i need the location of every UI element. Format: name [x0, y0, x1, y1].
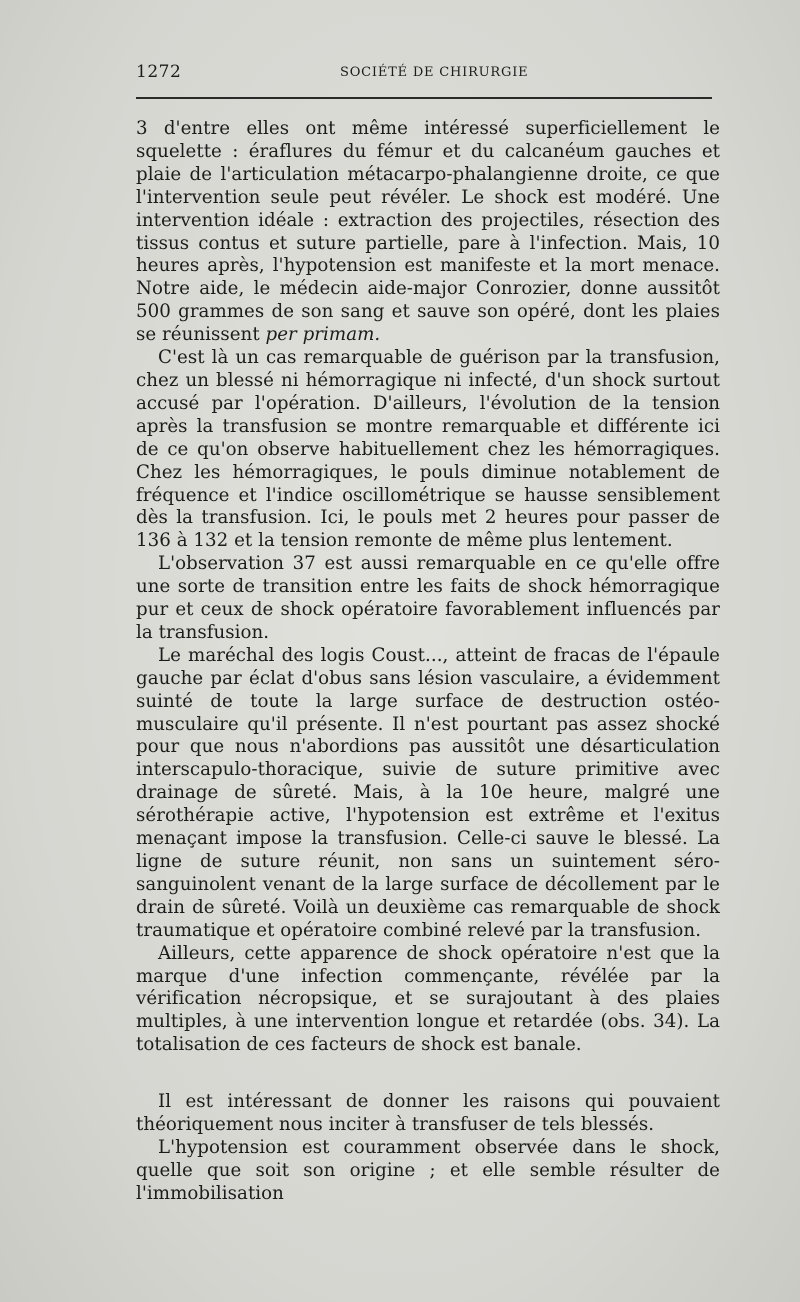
- latin-phrase: per primam.: [265, 324, 381, 346]
- paragraph-5: Ailleurs, cette apparence de shock opératoire n'est que la marque d'une infection commençante, révélée par la vérification nécropsique, et se surajoutant à des plaies multiples, à une intervention longue et retardée (obs. 34). La totalisation de ces facteurs de shock est banale.: [136, 942, 720, 1056]
- paragraph-2: C'est là un cas remarquable de guérison par la transfusion, chez un blessé ni hémorragique ni infecté, d'un shock surtout accusé par l'opération. D'ailleurs, l'évolution de la tension après la transfusion se montre remarquable et différente ici de ce qu'on observe habituellement chez les hémorragiques. Chez les hémorragiques, le pouls diminue notablement de fréquence et l'indice oscillométrique se hausse sensiblement dès la transfusion. Ici, le pouls met 2 heures pour passer de 136 à 132 et la tension remonte de même plus lentement.: [136, 347, 720, 552]
- page-number: 1272: [136, 62, 182, 82]
- paragraph-6: Il est intéressant de donner les raisons qui pouvaient théoriquement nous inciter à transfuser de tels blessés.: [136, 1091, 720, 1136]
- paragraph-3: L'observation 37 est aussi remarquable en ce qu'elle offre une sorte de transition entre les faits de shock hémorragique pur et ceux de shock opératoire favorablement influencés par la transfusion.: [136, 553, 720, 643]
- section-break: [136, 1057, 720, 1091]
- paragraph-7: L'hypotension est couramment observée dans le shock, quelle que soit son origine ; et elle semble résulter de l'immobilisation: [136, 1136, 720, 1204]
- body-text: [136, 118, 720, 1206]
- header-rule: [136, 97, 712, 99]
- paragraph-1: [136, 118, 720, 347]
- paragraph-1-text: 3 d'entre elles ont même intéressé superficiellement le squelette : éraflures du fémur et du calcanéum gauches et plaie de l'articulation métacarpo-phalangienne droite, ce que l'intervention seule peut révéler. Le shock est modéré. Une intervention idéale : extraction des projectiles, résection des tissus contus et suture partielle, pare à l'infection. Mais, 10 heures après, l'hypotension est manifeste et la mort menace. Notre aide, le médecin aide-major Conrozier, donne aussitôt 500 grammes de son sang et sauve son opéré, dont les plaies se réunissent: [136, 118, 720, 346]
- running-head: [136, 62, 712, 84]
- journal-title: SOCIÉTÉ DE CHIRURGIE: [340, 65, 529, 80]
- paragraph-4: Le maréchal des logis Coust..., atteint de fracas de l'épaule gauche par éclat d'obus sans lésion vasculaire, a évidemment suinté de toute la large surface de destruction ostéo-musculaire qu'il présente. Il n'est pourtant pas assez shocké pour que nous n'abordions pas aussitôt une désarticulation interscapulo-thoracique, suivie de suture primitive avec drainage de sûreté. Mais, à la 10e heure, malgré une sérothérapie active, l'hypotension est extrême et l'exitus menaçant impose la transfusion. Celle-ci sauve le blessé. La ligne de suture réunit, non sans un suintement séro-sanguinolent venant de la large surface de décollement par le drain de sûreté. Voilà un deuxième cas remarquable de shock traumatique et opératoire combiné relevé par la transfusion.: [136, 644, 720, 941]
